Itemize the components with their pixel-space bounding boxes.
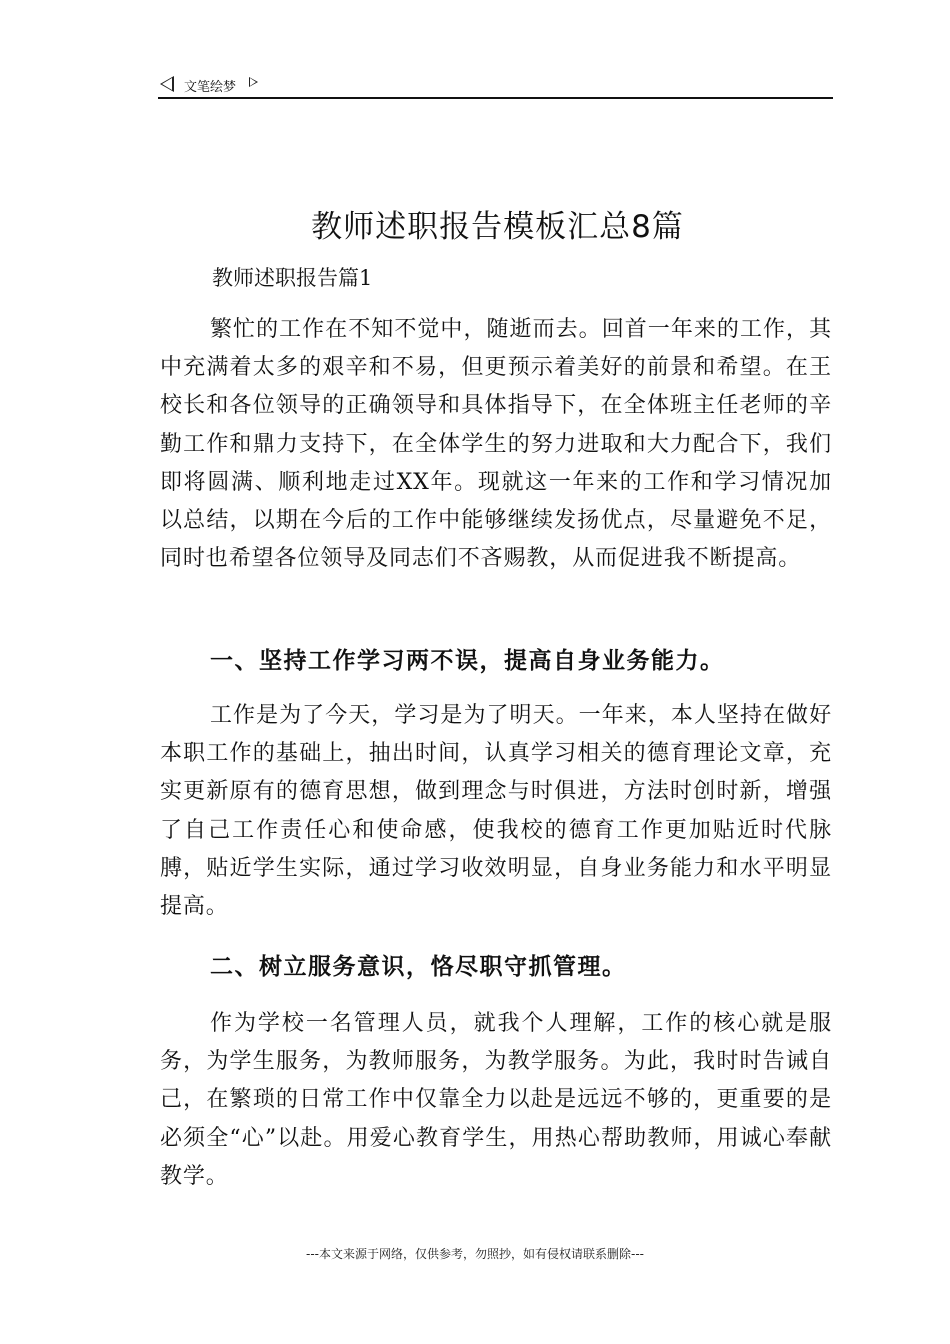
triangle-left-icon xyxy=(160,76,174,92)
document-title: 教师述职报告模板汇总8篇 xyxy=(311,209,684,245)
section2-heading: 二、树立服务意识，恪尽职守抓管理。 xyxy=(210,954,627,980)
page-header xyxy=(160,74,833,96)
triangle-right-icon xyxy=(249,77,258,87)
header-divider xyxy=(158,97,833,99)
intro-paragraph: 繁忙的工作在不知不觉中，随逝而去。回首一年来的工作，其中充满着太多的艰辛和不易，但更预示着美好的前景和希望。在王校长和各位领导的正确领导和具体指导下，在全体班主任老师的辛勤工作和鼎力支持下，在全体学生的努力进取和大力配合下，我们即将圆满、顺利地走过XX年。现就这一年来的工作和学习情况加以总结，以期在今后的工作中能够继续发扬优点，尽量避免不足，同时也希望各位领导及同志们不吝赐教，从而促进我不断提高。 xyxy=(160,317,832,572)
section1-paragraph: 工作是为了今天，学习是为了明天。一年来，本人坚持在做好本职工作的基础上，抽出时间，认真学习相关的德育理论文章，充实更新原有的德育思想，做到理念与时俱进，方法时创时新，增强了自己工作责任心和使命感，使我校的德育工作更加贴近时代脉膊，贴近学生实际，通过学习收效明显，自身业务能力和水平明显提高。 xyxy=(160,703,832,920)
section1-heading: 一、坚持工作学习两不误，提高自身业务能力。 xyxy=(210,648,725,674)
footer-disclaimer: ---本文来源于网络，仅供参考，勿照抄，如有侵权请联系删除--- xyxy=(306,1247,644,1261)
section2-paragraph: 作为学校一名管理人员，就我个人理解，工作的核心就是服务，为学生服务，为教师服务，为教学服务。为此，我时时告诫自己，在繁琐的日常工作中仅靠全力以赴是远远不够的，更重要的是必须全“心”以赴。用爱心教育学生，用热心帮助教师，用诚心奉献教学。 xyxy=(160,1011,832,1189)
document-subtitle: 教师述职报告篇1 xyxy=(212,266,373,290)
header-brand: 文笔绘梦 xyxy=(184,80,237,95)
